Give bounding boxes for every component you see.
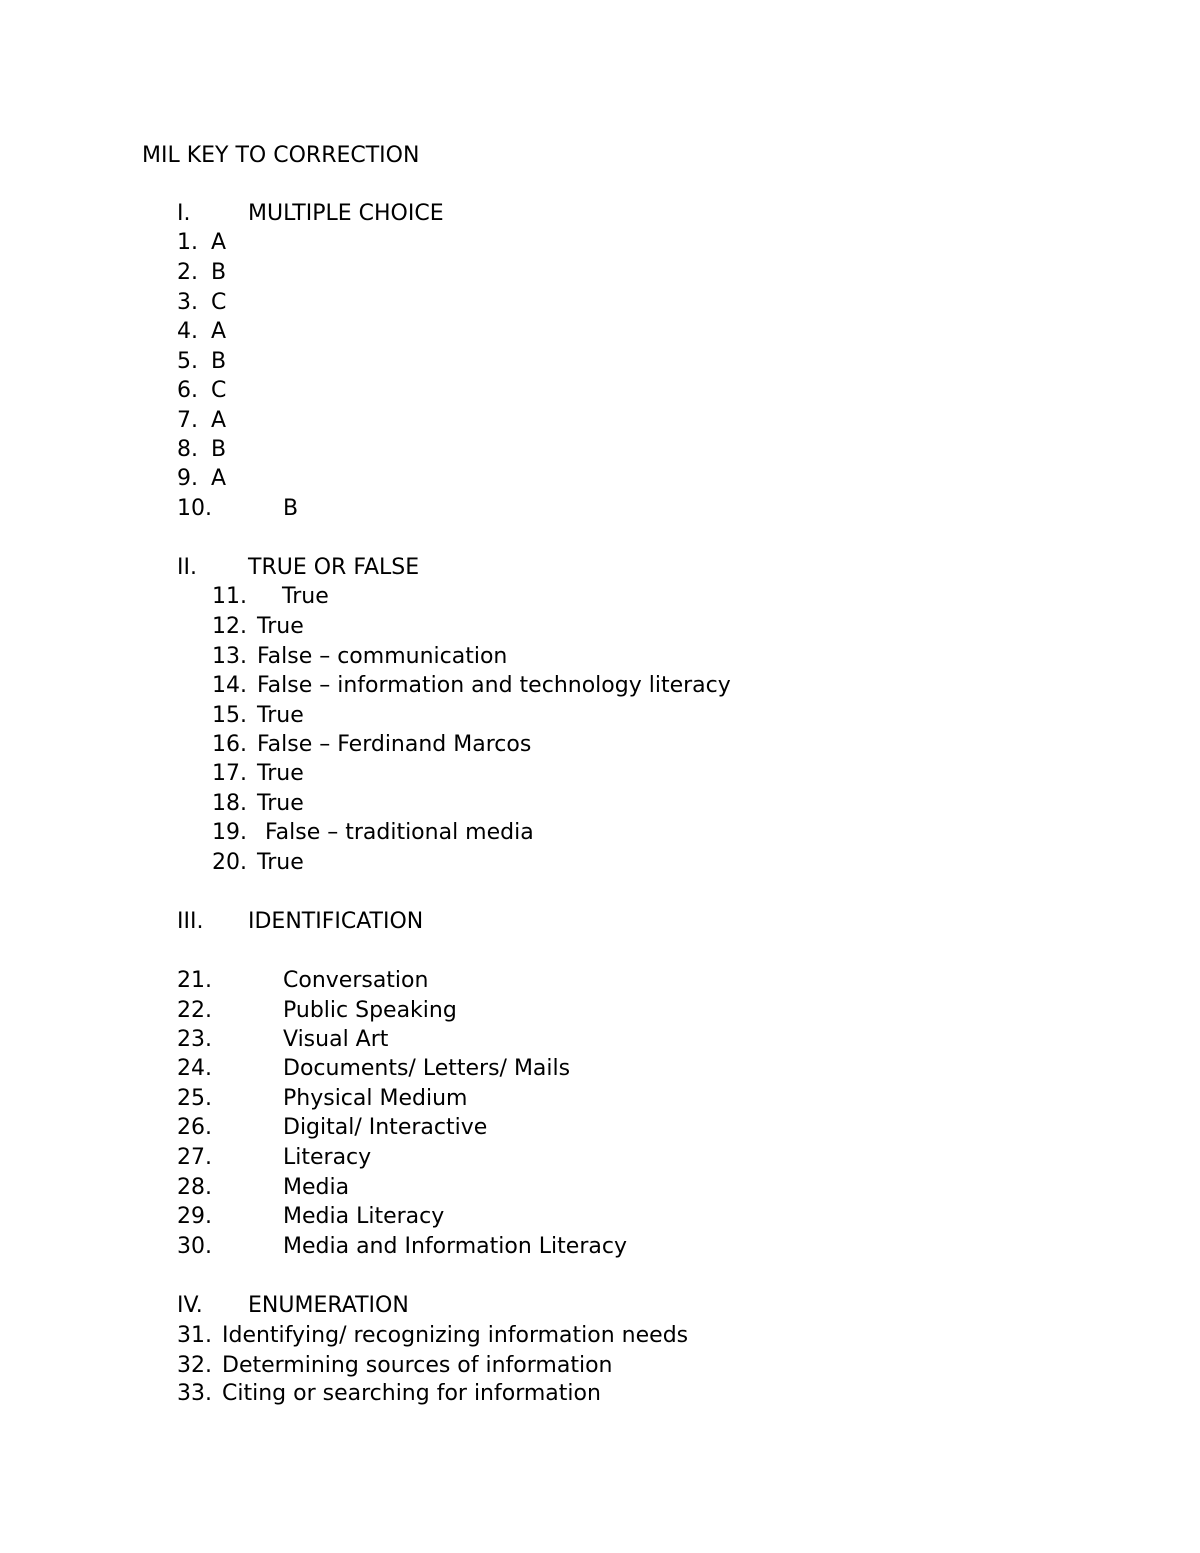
list-item [212,582,812,612]
list-item [177,1351,877,1381]
item-number: 17. [212,761,247,786]
list-item [177,376,477,406]
list-item [177,258,477,288]
list-item [212,759,812,789]
item-answer: Public Speaking [283,998,457,1023]
item-number: 14. [212,673,247,698]
item-number: 3. [177,290,198,315]
item-answer: Digital/ Interactive [283,1115,488,1140]
section-heading-identification [177,907,577,937]
list-item [177,1025,777,1055]
section-title: TRUE OR FALSE [248,555,420,580]
list-item [177,996,777,1026]
item-number: 30. [177,1234,212,1259]
item-answer: Literacy [283,1145,372,1170]
item-answer: Documents/ Letters/ Mails [283,1056,571,1081]
item-number: 10. [177,496,212,521]
item-answer: False – traditional media [265,820,534,845]
item-number: 1. [177,230,198,255]
section-title: IDENTIFICATION [248,909,424,934]
item-answer: Visual Art [283,1027,389,1052]
item-answer: False – Ferdinand Marcos [257,732,532,757]
list-item [177,1202,777,1232]
list-item [177,1173,777,1203]
item-answer: B [211,260,227,285]
section-heading-true-or-false [177,553,577,583]
section-numeral: IV. [177,1293,203,1318]
list-item [177,1084,777,1114]
item-answer: False – communication [257,644,508,669]
item-answer: C [211,378,227,403]
item-number: 32. [177,1353,212,1378]
item-answer: True [257,791,304,816]
section-numeral: I. [177,201,191,226]
item-answer: B [211,349,227,374]
list-item [177,1054,777,1084]
item-answer: True [282,584,329,609]
item-number: 21. [177,968,212,993]
list-item [177,1232,777,1262]
section-title: MULTIPLE CHOICE [248,201,444,226]
list-item [212,818,812,848]
list-item [177,435,477,465]
item-answer: Identifying/ recognizing information needs [222,1323,689,1348]
section-heading-enumeration [177,1291,577,1321]
list-item [177,406,477,436]
item-number: 15. [212,703,247,728]
list-item [177,1113,777,1143]
list-item [177,464,477,494]
item-number: 24. [177,1056,212,1081]
list-item [177,1143,777,1173]
item-number: 23. [177,1027,212,1052]
list-item [212,701,812,731]
item-answer: True [257,703,304,728]
document-title: MIL KEY TO CORRECTION [142,143,420,168]
item-answer: B [283,496,299,521]
item-number: 13. [212,644,247,669]
item-number: 31. [177,1323,212,1348]
item-number: 28. [177,1175,212,1200]
list-item [177,317,477,347]
item-answer: A [211,230,227,255]
item-answer: False – information and technology literacy [257,673,731,698]
item-number: 29. [177,1204,212,1229]
list-item [177,288,477,318]
item-number: 7. [177,408,198,433]
item-number: 9. [177,466,198,491]
item-number: 2. [177,260,198,285]
list-item [177,347,477,377]
item-answer: A [211,319,227,344]
item-answer: True [257,850,304,875]
item-answer: C [211,290,227,315]
item-answer: A [211,466,227,491]
item-number: 33. [177,1381,212,1406]
item-answer: Citing or searching for information [222,1381,601,1406]
item-number: 25. [177,1086,212,1111]
item-number: 20. [212,850,247,875]
section-title: ENUMERATION [248,1293,409,1318]
section-numeral: III. [177,909,204,934]
item-answer: True [257,614,304,639]
item-number: 11. [212,584,247,609]
item-number: 16. [212,732,247,757]
item-answer: B [211,437,227,462]
list-item [177,966,777,996]
list-item [177,494,477,524]
item-number: 8. [177,437,198,462]
item-number: 6. [177,378,198,403]
list-item [212,642,812,672]
item-number: 22. [177,998,212,1023]
list-item [177,1379,877,1409]
item-number: 18. [212,791,247,816]
list-item [212,789,812,819]
list-item [212,671,812,701]
item-number: 12. [212,614,247,639]
item-number: 27. [177,1145,212,1170]
list-item [177,228,477,258]
item-answer: Determining sources of information [222,1353,613,1378]
item-number: 5. [177,349,198,374]
item-number: 26. [177,1115,212,1140]
list-item [212,730,812,760]
list-item [212,612,812,642]
item-answer: True [257,761,304,786]
list-item [177,1321,877,1351]
item-answer: Media and Information Literacy [283,1234,627,1259]
list-item [212,848,812,878]
item-answer: Media [283,1175,350,1200]
item-number: 19. [212,820,247,845]
section-numeral: II. [177,555,197,580]
item-answer: Media Literacy [283,1204,445,1229]
item-number: 4. [177,319,198,344]
item-answer: Conversation [283,968,429,993]
item-answer: Physical Medium [283,1086,468,1111]
section-heading-multiple-choice [177,199,577,229]
item-answer: A [211,408,227,433]
